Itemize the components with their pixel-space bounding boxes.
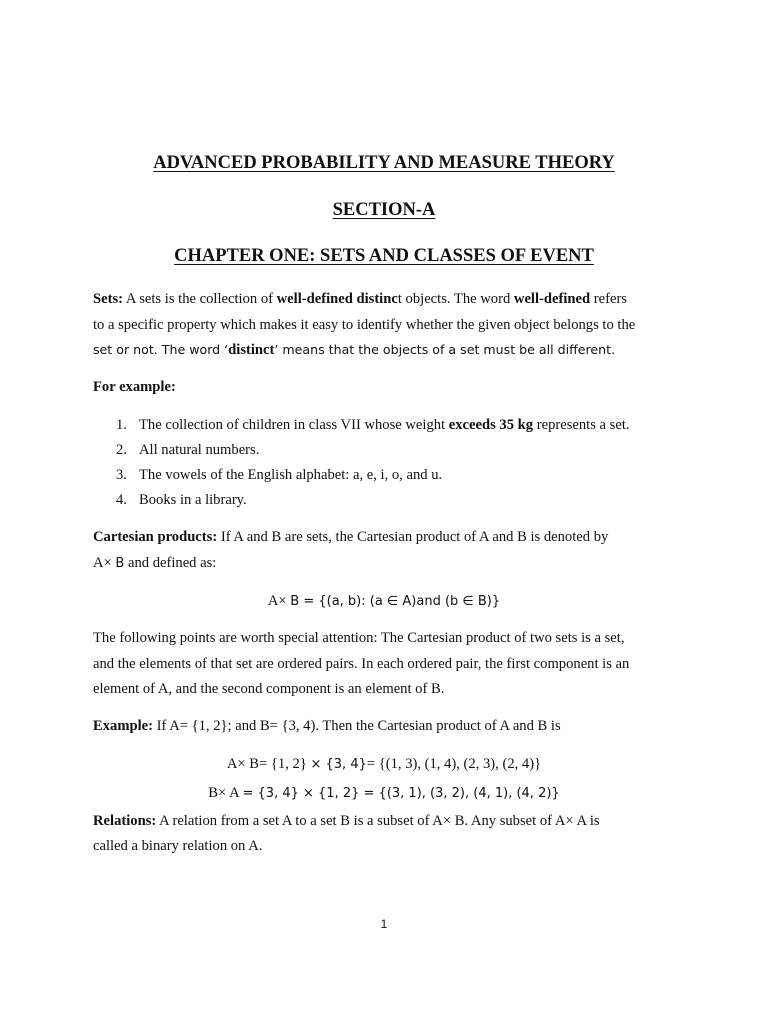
relations-label: Relations: — [93, 813, 157, 829]
sets-paragraph-line-1 — [93, 290, 627, 308]
list-item-number: 4. — [116, 492, 127, 508]
formula-math: × {1, 2} = {(3, 1), (3, 2), (4, 1), (4, 2)} — [303, 786, 560, 801]
page-number: 1 — [380, 917, 388, 931]
list-item: Books in a library. — [139, 492, 247, 508]
relations-paragraph-line-2: called a binary relation on A. — [93, 838, 263, 854]
list-item-number: 3. — [116, 467, 127, 483]
sets-paragraph-line-3 — [93, 341, 615, 359]
attention-line-1: The following points are worth special attention: The Cartesian product of two sets is a set, — [93, 630, 625, 646]
sets-bold-term: well-defined distinc — [276, 291, 398, 307]
for-example-label — [93, 378, 176, 396]
formula-math: B = {(a, b): (a ∈ A)and (b ∈ B)} — [290, 594, 501, 609]
example-paragraph — [93, 717, 561, 735]
sets-text: t objects. The word — [397, 291, 514, 307]
formula-text: A× B= {1, 2} — [226, 756, 311, 772]
formula-text: A× — [267, 593, 291, 609]
example-formula-1 — [0, 755, 768, 774]
cartesian-text: A× — [93, 555, 116, 571]
sets-text: A sets is the collection of — [123, 291, 277, 307]
sets-bold-term: well-defined — [513, 291, 591, 307]
attention-line-2: and the elements of that set are ordered pairs. In each ordered pair, the first component is an — [93, 656, 630, 672]
example-label: Example: — [93, 718, 153, 734]
formula-text: = {(1, 3), (1, 4), (2, 3), (2, 4)} — [366, 756, 542, 772]
cartesian-formula — [0, 592, 768, 611]
formula-math: × {3, 4} — [310, 757, 367, 772]
sets-text: set or not. The word ‘ — [93, 342, 229, 357]
list-item — [139, 416, 630, 434]
cartesian-paragraph-line-2 — [93, 554, 216, 573]
sets-text: refers — [590, 291, 627, 307]
document-title: ADVANCED PROBABILITY AND MEASURE THEORY — [153, 153, 615, 173]
example-text: If A= {1, 2}; and B= {3, 4). Then the Cartesian product of A and B is — [153, 718, 561, 734]
cartesian-text: If A and B are sets, the Cartesian product of A and B is denoted by — [217, 529, 609, 545]
list-item: All natural numbers. — [139, 442, 260, 458]
sets-text: ’ means that the objects of a set must be all different. — [274, 342, 616, 357]
list-item: The vowels of the English alphabet: a, e, i, o, and u. — [139, 467, 443, 483]
example-formula-2 — [0, 784, 768, 803]
section-heading: SECTION-A — [332, 200, 436, 220]
formula-math: = {3, 4} — [242, 786, 304, 801]
formula-text: B× A — [208, 785, 243, 801]
sets-bold-term: distinct — [228, 342, 275, 358]
sets-paragraph-line-2: to a specific property which makes it easy to identify whether the given object belongs to the — [93, 317, 636, 333]
cartesian-math: B — [115, 556, 125, 571]
relations-paragraph-line-1 — [93, 812, 600, 830]
for-example-text: For example: — [93, 379, 176, 395]
list-item-number: 1. — [116, 417, 127, 433]
sets-label: Sets: — [93, 291, 123, 307]
cartesian-text: and defined as: — [124, 555, 217, 571]
list-item-text: The collection of children in class VII whose weight — [139, 417, 449, 433]
list-item-bold: exceeds 35 kg — [448, 417, 534, 433]
list-item-number: 2. — [116, 442, 127, 458]
chapter-heading: CHAPTER ONE: SETS AND CLASSES OF EVENT — [174, 246, 594, 266]
list-item-text: represents a set. — [533, 417, 630, 433]
cartesian-paragraph-line-1 — [93, 528, 608, 546]
cartesian-label: Cartesian products: — [93, 529, 218, 545]
relations-text: A relation from a set A to a set B is a subset of A× B. Any subset of A× A is — [156, 813, 600, 829]
attention-line-3: element of A, and the second component is an element of B. — [93, 681, 445, 697]
